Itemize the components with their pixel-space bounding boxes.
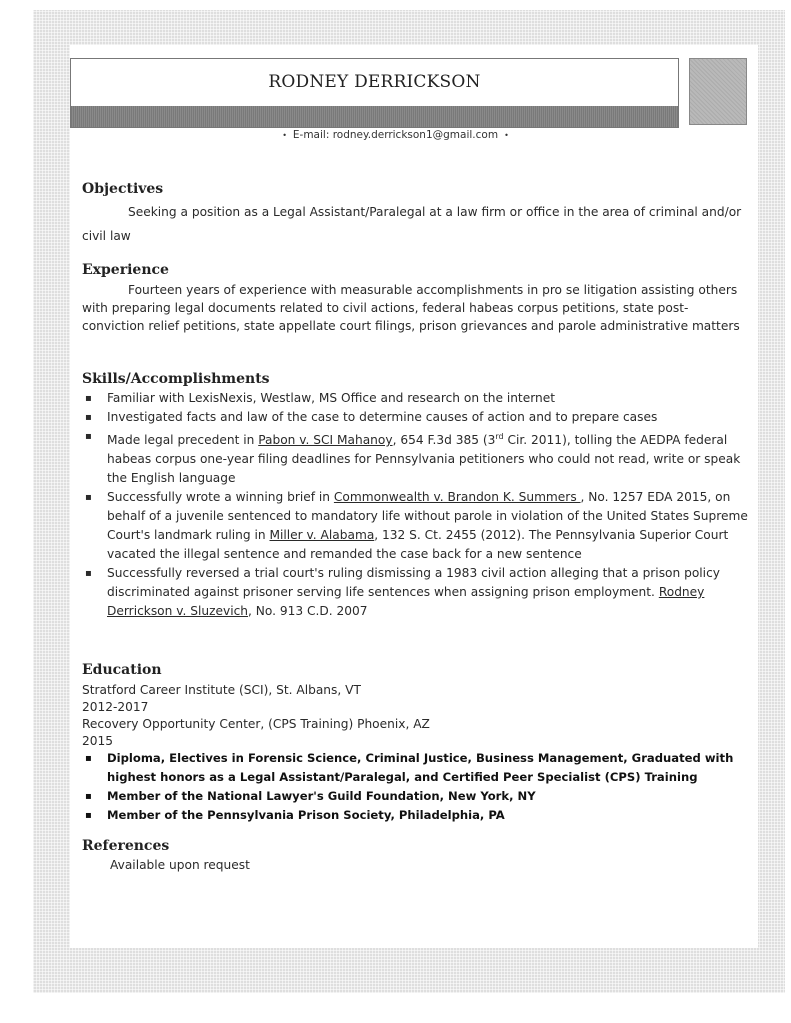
email-label: E-mail: [292, 129, 330, 141]
references-heading: References [82, 838, 170, 854]
list-item: ▪ Investigated facts and law of the case to determine causes of action and to prepare cases [82, 408, 750, 427]
email-address[interactable]: rodney.derrickson1@gmail.com [332, 129, 499, 141]
list-item: ▪ Diploma, Electives in Forensic Science, Criminal Justice, Business Management, Graduated with highest honors as a Legal Assistant/Paralegal, and Certified Peer Specialist (CPS) Training [85, 751, 734, 784]
bullet-icon: ▪ [85, 791, 92, 802]
contact-line [0, 129, 791, 141]
case-citation: Commonwealth v. Brandon K. Summers [333, 490, 581, 505]
name-header-box [70, 58, 679, 128]
list-item: ▪ Successfully reversed a trial court's ruling dismissing a 1983 civil action alleging that a prison policy discriminated against prisoner serving life sentences when assigning prison employment. Rodney Derrickson v. Sluzevich, No. 913 C.D. 2007 [85, 566, 720, 619]
education-years-2: 2015 [82, 734, 114, 748]
bullet-icon: ▪ [85, 431, 92, 442]
candidate-name: RODNEY DERRICKSON [268, 72, 481, 92]
list-item: ▪ Member of the National Lawyer's Guild Foundation, New York, NY [82, 787, 750, 806]
list-item: ▪ Member of the Pennsylvania Prison Society, Philadelphia, PA [82, 806, 750, 825]
education-school-2: Recovery Opportunity Center, (CPS Training) Phoenix, AZ [82, 717, 430, 731]
header-decorative-square [689, 58, 747, 125]
bullet-icon: ▪ [85, 753, 92, 764]
bullet-icon: • [282, 130, 287, 140]
list-item: ▪ Made legal precedent in Pabon v. SCI Mahanoy, 654 F.3d 385 (3rd Cir. 2011), tolling the AEDPA federal habeas corpus one-year filing deadlines for Pennsylvania petitioners who could not read, write or speak the English language [82, 427, 750, 488]
education-school-1: Stratford Career Institute (SCI), St. Albans, VT [82, 683, 361, 697]
bullet-icon: ▪ [85, 810, 92, 821]
experience-heading: Experience [82, 262, 169, 278]
case-citation: Rodney Derrickson v. Sluzevich [107, 585, 705, 619]
skills-heading: Skills/Accomplishments [82, 371, 270, 387]
bullet-icon: ▪ [85, 412, 92, 423]
bullet-icon: • [504, 130, 509, 140]
case-citation: Miller v. Alabama [269, 528, 375, 543]
experience-text: Fourteen years of experience with measurable accomplishments in pro se litigation assisting others with preparing legal documents related to civil actions, federal habeas corpus petitions, state post-conviction relief petitions, state appellate court filings, prison grievances and parole administrative matters [82, 283, 740, 333]
header-gray-band [71, 106, 678, 127]
objectives-text: Seeking a position as a Legal Assistant/Paralegal at a law firm or office in the area of criminal and/or civil law [82, 205, 742, 243]
bullet-icon: ▪ [85, 393, 92, 404]
case-citation: Pabon v. SCI Mahanoy [258, 433, 393, 448]
bullet-icon: ▪ [85, 568, 92, 580]
education-years-1: 2012-2017 [82, 700, 149, 714]
bullet-icon: ▪ [85, 492, 92, 504]
objectives-heading: Objectives [82, 181, 164, 197]
education-heading: Education [82, 662, 162, 678]
list-item: ▪ Successfully wrote a winning brief in Commonwealth v. Brandon K. Summers , No. 1257 EDA 2015, on behalf of a juvenile sentenced to mandatory life without parole in violation of the United States Supreme Court's landmark ruling in Miller v. Alabama, 132 S. Ct. 2455 (2012). The Pennsylvania Superior Court vacated the illegal sentence and remanded the case back for a new sentence [85, 490, 748, 562]
education-list [82, 749, 750, 825]
references-text: Available upon request [110, 858, 250, 872]
skills-list [82, 389, 750, 621]
list-item: ▪ Familiar with LexisNexis, Westlaw, MS Office and research on the internet [82, 389, 750, 408]
